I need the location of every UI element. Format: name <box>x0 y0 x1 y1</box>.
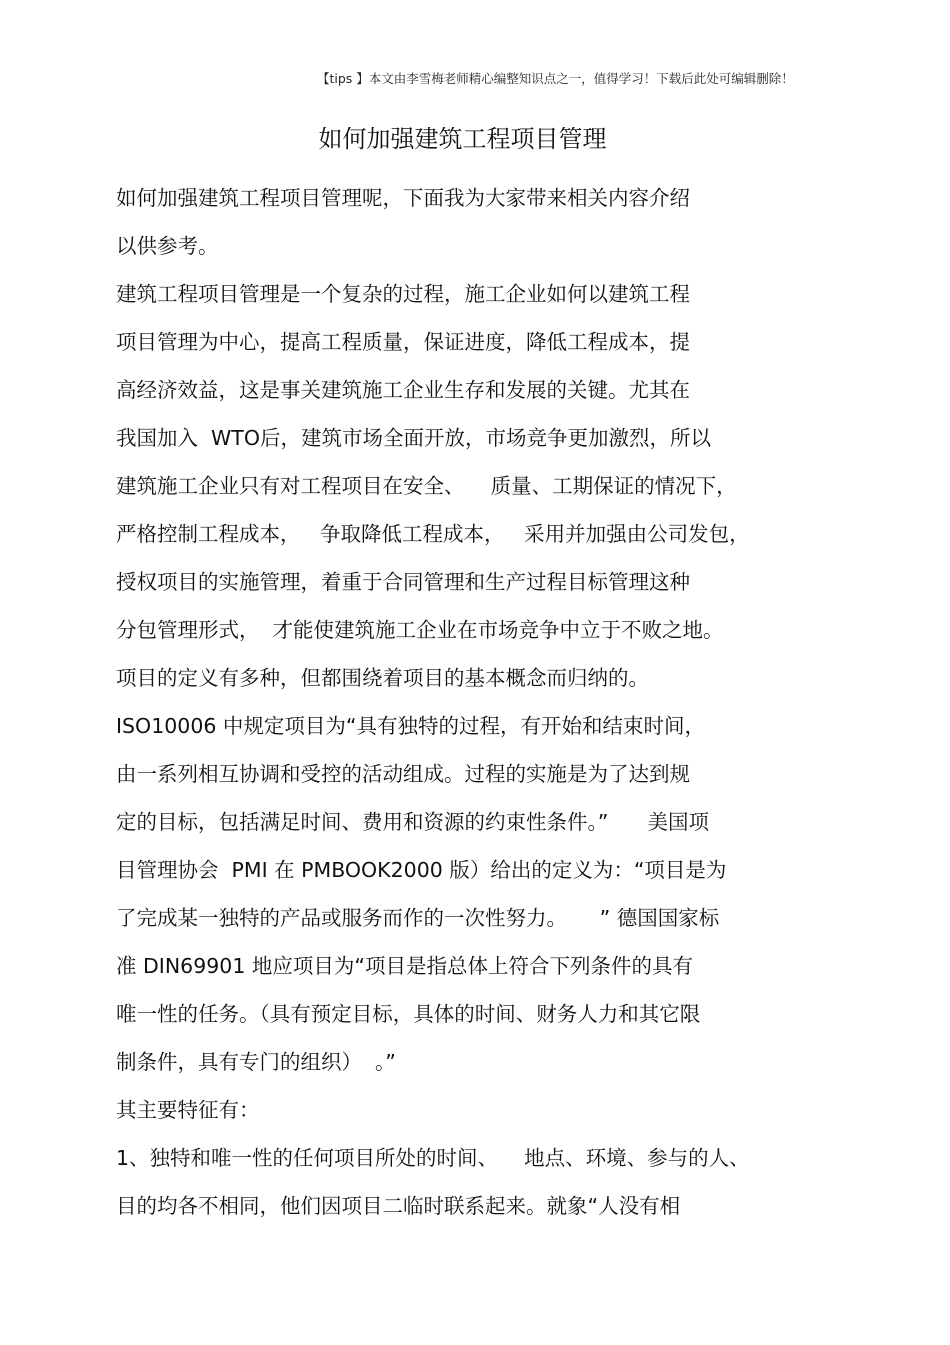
paragraph-line: 我国加入 WTO后，建筑市场全面开放，市场竞争更加激烈，所以 <box>116 426 711 450</box>
paragraph-line: 项目的定义有多种，但都围绕着项目的基本概念而归纳的。 <box>116 666 649 690</box>
paragraph-line: 项目管理为中心，提高工程质量，保证进度，降低工程成本，提 <box>116 330 690 354</box>
paragraph-line: 高经济效益，这是事关建筑施工企业生存和发展的关键。尤其在 <box>116 378 690 402</box>
paragraph-line: 建筑施工企业只有对工程项目在安全、 质量、工期保证的情况下， <box>116 474 737 498</box>
paragraph-line: 由一系列相互协调和受控的活动组成。过程的实施是为了达到规 <box>116 762 690 786</box>
paragraph-line: 其主要特征有： <box>116 1098 260 1122</box>
page-title: 如何加强建筑工程项目管理 <box>318 125 607 153</box>
paragraph-line: 准 DIN69901 地应项目为“项目是指总体上符合下列条件的具有 <box>116 954 694 978</box>
paragraph-line: 授权项目的实施管理，着重于合同管理和生产过程目标管理这种 <box>116 570 690 594</box>
paragraph-line: 1、独特和唯一性的任何项目所处的时间、 地点、环境、参与的人、 <box>116 1146 750 1170</box>
paragraph-line: ISO10006 中规定项目为“具有独特的过程，有开始和结束时间， <box>116 714 706 738</box>
paragraph-line: 了完成某一独特的产品或服务而作的一次性努力。 ” 德国国家标 <box>116 906 720 930</box>
paragraph-line: 制条件，具有专门的组织） 。” <box>116 1050 396 1074</box>
paragraph-line: 分包管理形式， 才能使建筑施工企业在市场竞争中立于不败之地。 <box>116 618 724 642</box>
paragraph-line: 目管理协会 PMI 在 PMBOOK2000 版）给出的定义为：“项目是为 <box>116 858 727 882</box>
tips-header: 【tips 】本文由李雪梅老师精心编整知识点之一，值得学习！下载后此处可编辑删除！ <box>317 71 794 86</box>
paragraph-line: 定的目标，包括满足时间、费用和资源的约束性条件。” 美国项 <box>116 810 709 834</box>
paragraph-line: 建筑工程项目管理是一个复杂的过程，施工企业如何以建筑工程 <box>116 282 690 306</box>
paragraph-line: 以供参考。 <box>116 234 219 258</box>
paragraph-line: 如何加强建筑工程项目管理呢，下面我为大家带来相关内容介绍 <box>116 186 690 210</box>
paragraph-line: 唯一性的任务。（具有预定目标，具体的时间、财务人力和其它限 <box>116 1002 701 1026</box>
paragraph-line: 严格控制工程成本， 争取降低工程成本， 采用并加强由公司发包， <box>116 522 750 546</box>
body-text <box>116 180 836 1236</box>
paragraph-line: 目的均各不相同，他们因项目二临时联系起来。就象“人没有相 <box>116 1194 681 1218</box>
